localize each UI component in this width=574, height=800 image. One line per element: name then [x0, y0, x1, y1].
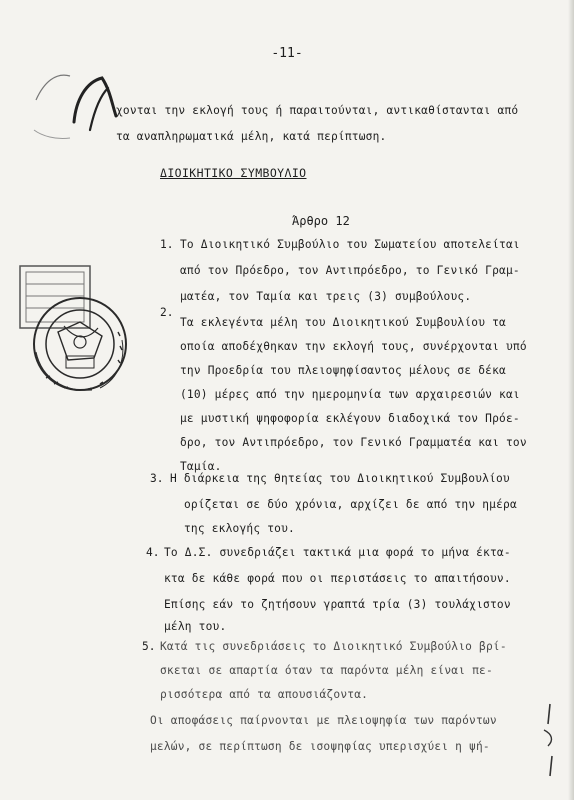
section-heading: ΔΙΟΙΚΗΤΙΚΟ ΣΥΜΒΟΥΛΙΟ [160, 166, 307, 180]
paragraph-2-line-7: Ταμία. [180, 460, 222, 473]
paragraph-number-3: 3. [150, 472, 164, 485]
paragraph-2-line-2: οποία αποδέχθηκαν την εκλογή τους, συνέρχονται υπό [180, 340, 527, 353]
paragraph-5-line-5: μελών, σε περίπτωση δε ισοψηφίας υπερισχύει η ψή- [150, 740, 490, 753]
paragraph-5-line-3: ρισσότερα από τα απουσιάζοντα. [160, 688, 369, 701]
paragraph-4-line-4: μέλη του. [164, 620, 227, 633]
paragraph-1-line-3: ματέα, τον Ταμία και τρεις (3) συμβούλους. [180, 290, 472, 303]
paragraph-number-2: 2. [160, 306, 174, 319]
paragraph-3-line-3: της εκλογής του. [184, 522, 295, 535]
paragraph-5-line-1: Κατά τις συνεδριάσεις το Διοικητικό Συμβούλιο βρί- [160, 640, 507, 653]
page-number: -11- [271, 46, 303, 61]
page-edge-shadow [568, 0, 574, 800]
paragraph-number-5: 5. [142, 640, 156, 653]
paragraph-4-line-2: κτα δε κάθε φορά που οι περιστάσεις το απαιτήσουν. [164, 572, 511, 585]
paragraph-2-line-3: την Προεδρία του πλειοψηφίσαντος μέλους σε δέκα [180, 364, 506, 377]
official-seal-stamp [18, 262, 153, 402]
margin-marks [534, 700, 564, 780]
paragraph-2-line-6: δρο, τον Αντιπρόεδρο, τον Γενικό Γραμματέα και τον [180, 436, 527, 449]
paragraph-1-line-2: από τον Πρόεδρο, τον Αντιπρόεδρο, το Γενικό Γραμ- [180, 264, 520, 277]
paragraph-3-line-1: Η διάρκεια της θητείας του Διοικητικού Συμβουλίου [170, 472, 510, 485]
intro-line-2: τα αναπληρωματικά μέλη, κατά περίπτωση. [116, 130, 387, 143]
intro-line-1: χονται την εκλογή τους ή παραιτούνται, αντικαθίστανται από [116, 104, 519, 117]
paragraph-2-line-1: Τα εκλεγέντα μέλη του Διοικητικού Συμβουλίου τα [180, 316, 506, 329]
paragraph-4-line-3: Επίσης εάν το ζητήσουν γραπτά τρία (3) τουλάχιστον [164, 598, 511, 611]
paragraph-3-line-2: ορίζεται σε δύο χρόνια, αρχίζει δε από την ημέρα [184, 498, 517, 511]
paragraph-number-1: 1. [160, 238, 174, 251]
paragraph-2-line-4: (10) μέρες από την ημερομηνία των αρχαιρεσιών και [180, 388, 520, 401]
paragraph-5-line-4: Οι αποφάσεις παίρνονται με πλειοψηφία των παρόντων [150, 714, 497, 727]
article-title: Άρθρο 12 [292, 214, 350, 228]
paragraph-1-line-1: Το Διοικητικό Συμβούλιο του Σωματείου αποτελείται [180, 238, 520, 251]
paragraph-number-4: 4. [146, 546, 160, 559]
paragraph-4-line-1: Το Δ.Σ. συνεδριάζει τακτικά μια φορά το μήνα έκτα- [164, 546, 511, 559]
paragraph-2-line-5: με μυστική ψηφοφορία εκλέγουν διαδοχικά τον Πρόε- [180, 412, 520, 425]
paragraph-5-line-2: σκεται σε απαρτία όταν τα παρόντα μέλη είναι πε- [160, 664, 493, 677]
